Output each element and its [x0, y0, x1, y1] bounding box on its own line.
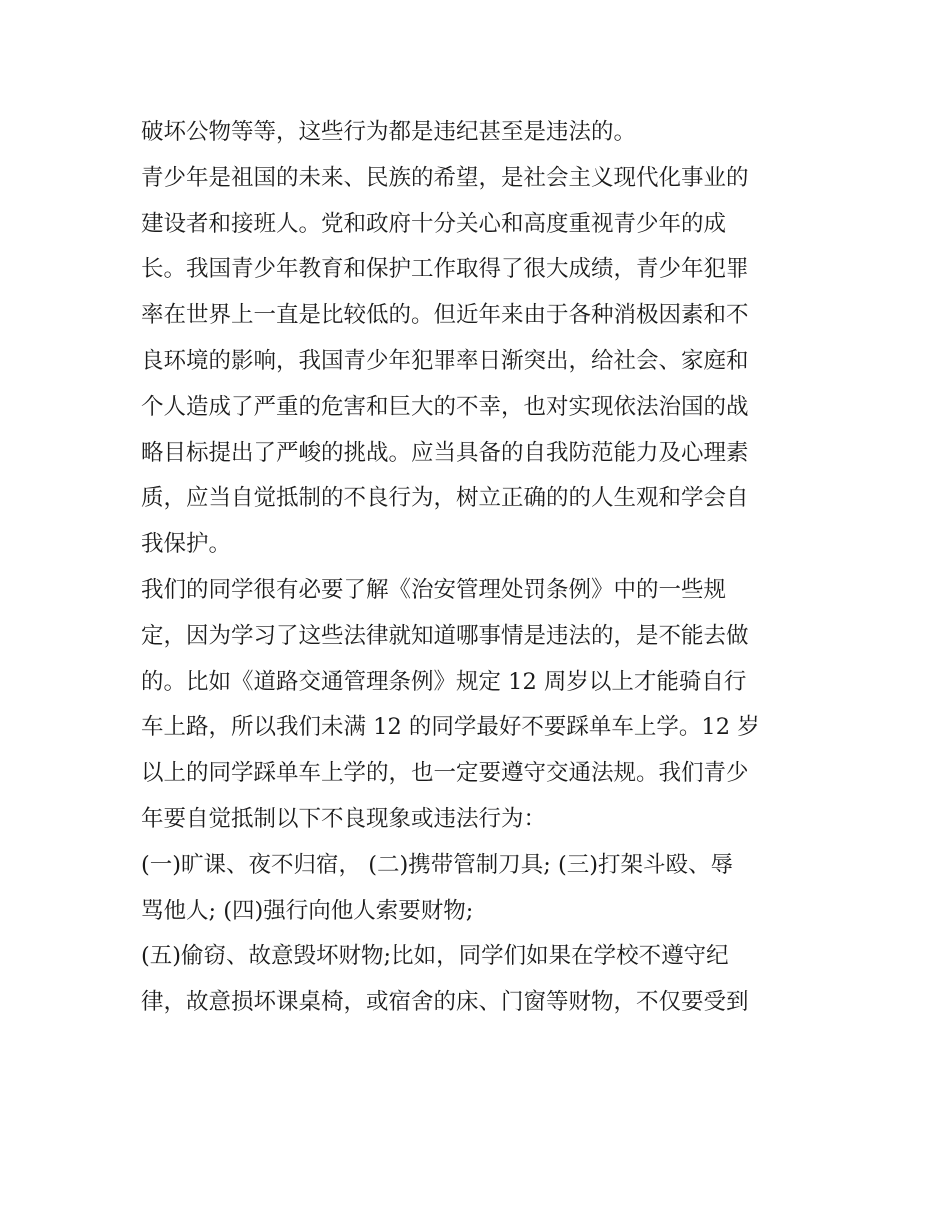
text-line: 青少年是祖国的未来、民族的希望，是社会主义现代化事业的: [141, 164, 749, 191]
text-line: 骂他人; (四)强行向他人索要财物;: [141, 897, 474, 924]
text-line: 车上路，所以我们未满 12 的同学最好不要踩单车上学。12 岁: [141, 714, 760, 741]
text-line: 率在世界上一直是比较低的。但近年来由于各种消极因素和不: [141, 302, 749, 329]
text-line: 个人造成了严重的危害和巨大的不幸，也对实现依法治国的战: [141, 393, 749, 420]
text-line: (五)偷窃、故意毁坏财物;比如，同学们如果在学校不遵守纪: [141, 943, 729, 970]
text-line: (一)旷课、夜不归宿， (二)携带管制刀具; (三)打架斗殴、辱: [141, 851, 734, 878]
text-line: 定，因为学习了这些法律就知道哪事情是违法的，是不能去做: [141, 622, 749, 649]
text-line: 破坏公物等等，这些行为都是违纪甚至是违法的。: [141, 119, 637, 145]
text-line: 以上的同学踩单车上学的，也一定要遵守交通法规。我们青少: [141, 760, 749, 787]
text-line: 良环境的影响，我国青少年犯罪率日渐突出，给社会、家庭和: [141, 347, 749, 374]
text-line: 我保护。: [141, 531, 232, 558]
text-line: 年要自觉抵制以下不良现象或违法行为：: [141, 805, 547, 832]
document-body: [141, 110, 813, 1026]
text-line: 质，应当自觉抵制的不良行为，树立正确的的人生观和学会自: [141, 485, 749, 512]
text-line: 的。比如《道路交通管理条例》规定 12 周岁以上才能骑自行: [141, 668, 747, 695]
text-line: 略目标提出了严峻的挑战。应当具备的自我防范能力及心理素: [141, 439, 749, 466]
text-line: 我们的同学很有必要了解《治安管理处罚条例》中的一些规: [141, 576, 727, 603]
text-line: 建设者和接班人。党和政府十分关心和高度重视青少年的成: [141, 210, 727, 237]
text-line: 律，故意损坏课桌椅，或宿舍的床、门窗等财物，不仅要受到: [141, 989, 749, 1016]
text-line: 长。我国青少年教育和保护工作取得了很大成绩，青少年犯罪: [141, 256, 749, 283]
